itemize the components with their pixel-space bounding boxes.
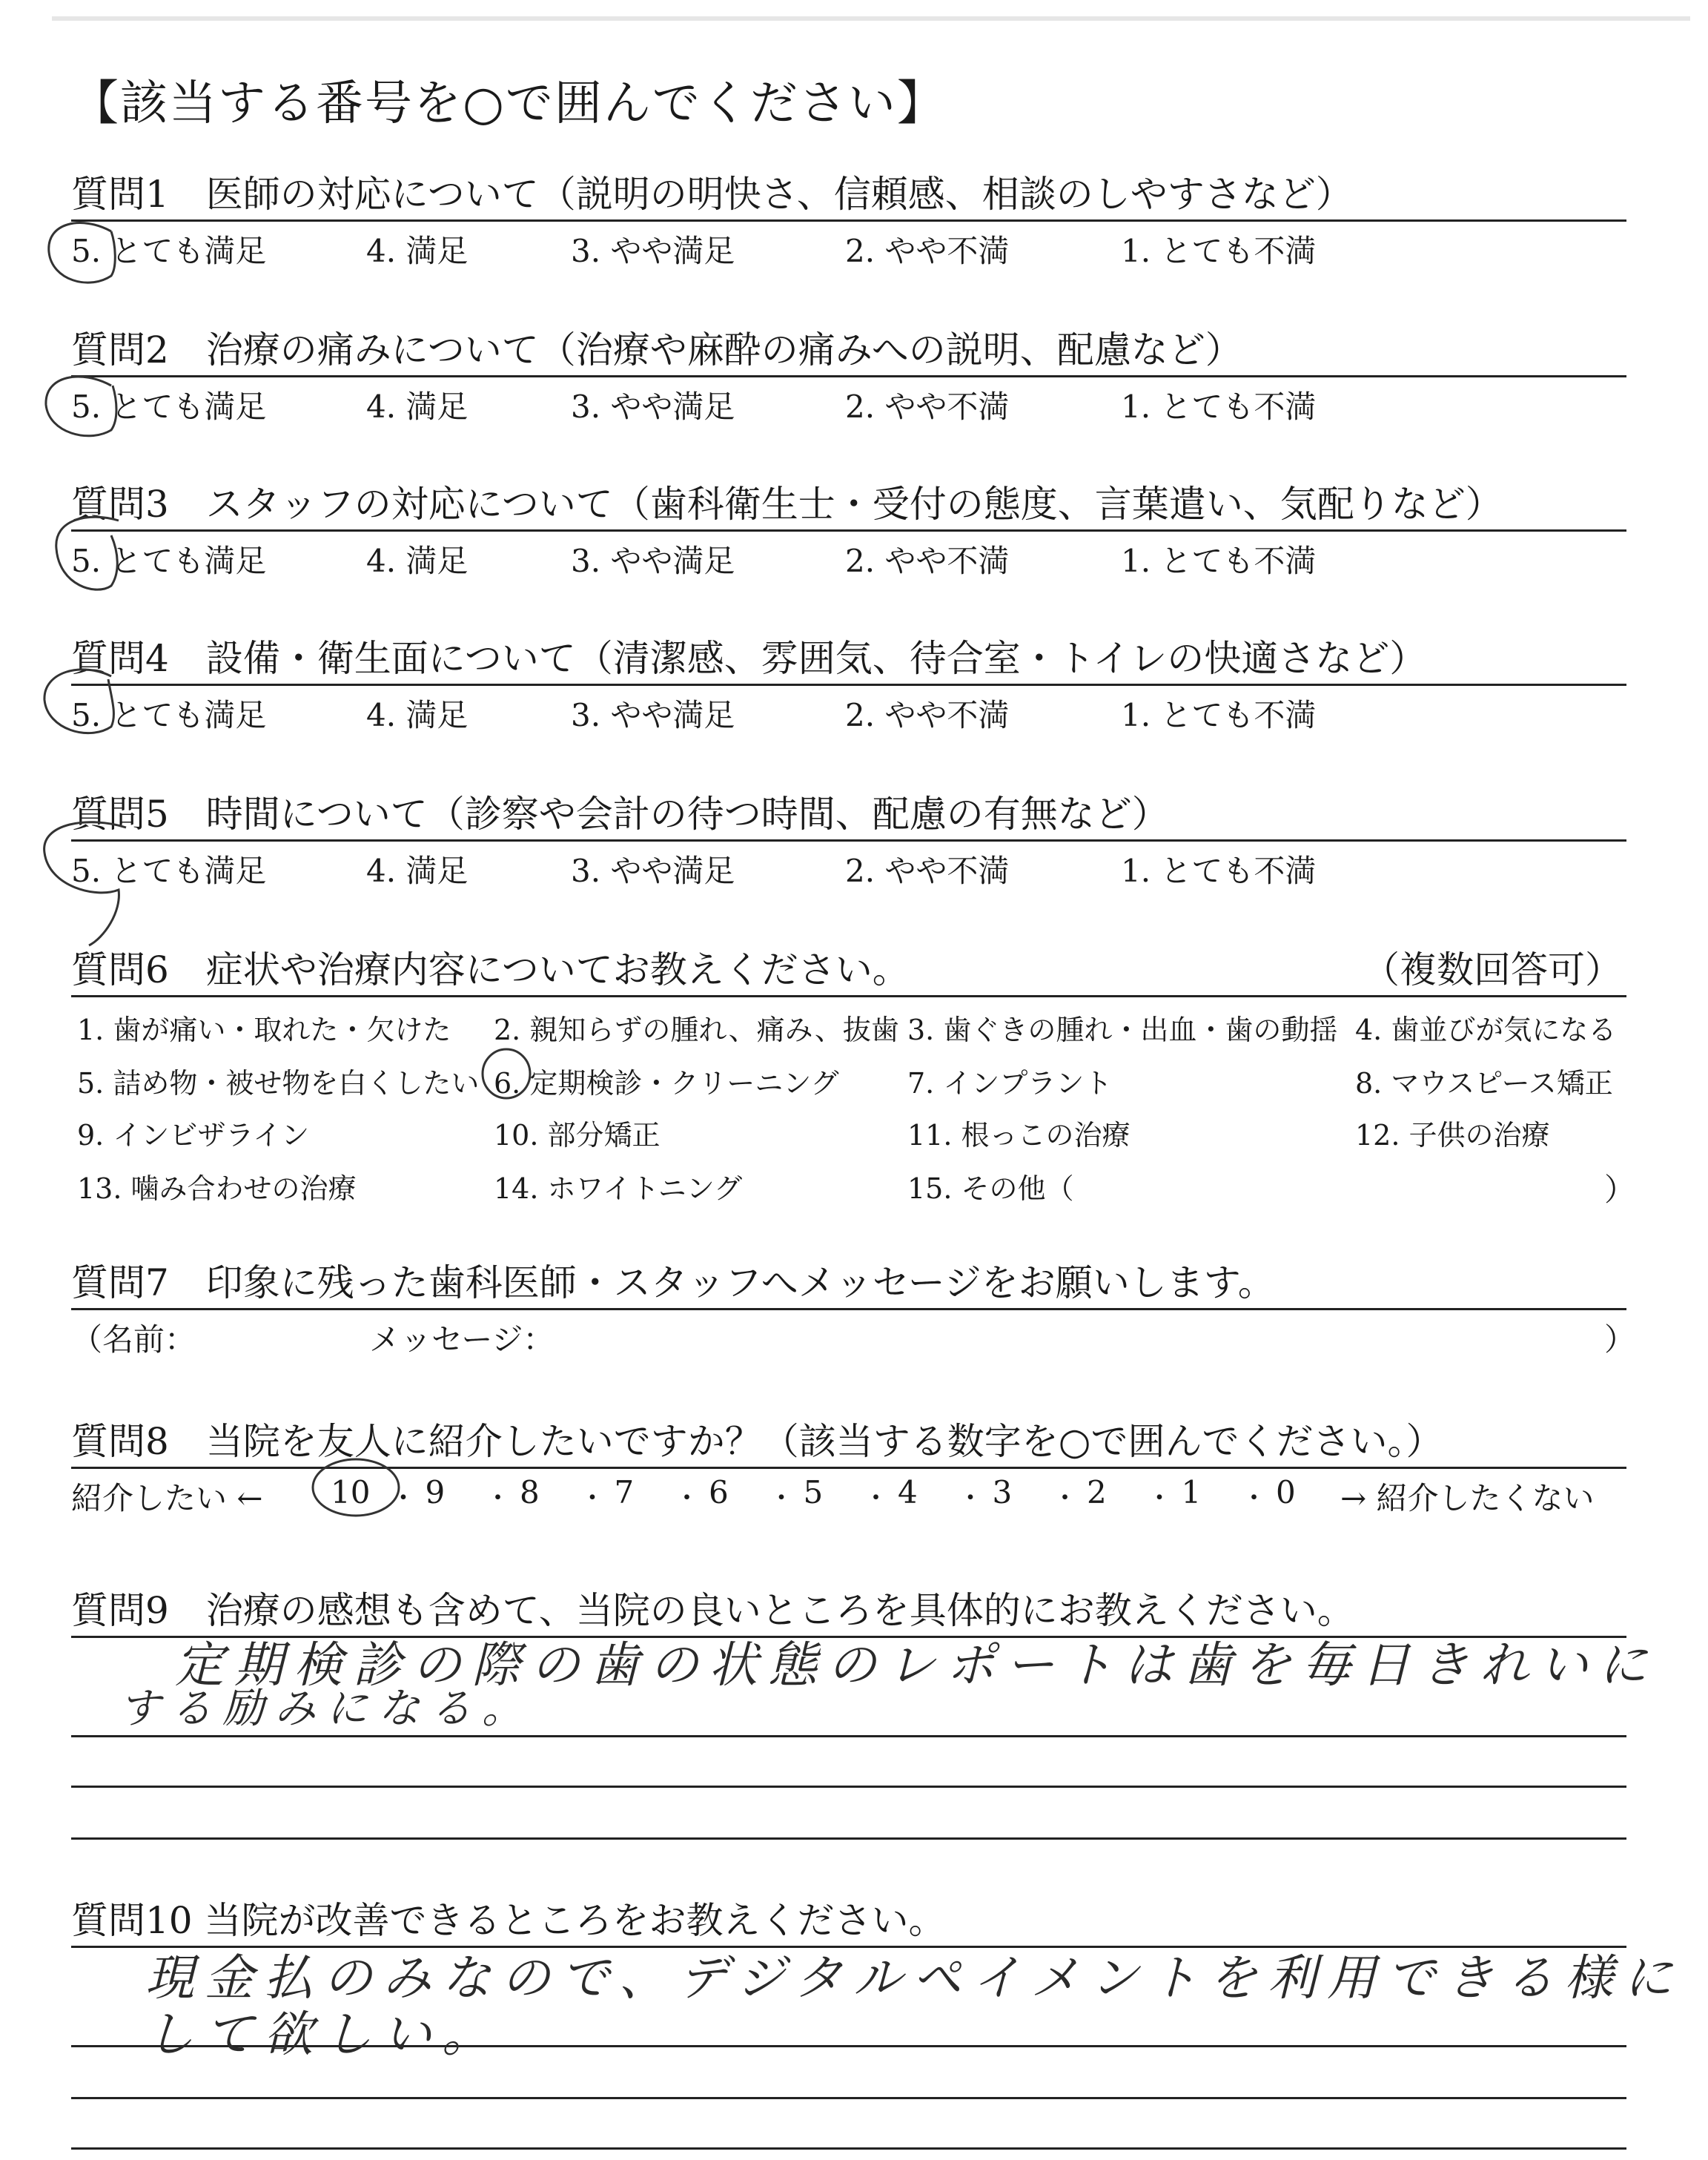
q1-option-2: 2. やや不満 bbox=[845, 233, 1010, 269]
q5-option-1: 1. とても不満 bbox=[1121, 853, 1317, 889]
q9-answer-line-2: する励みになる。 bbox=[119, 1685, 534, 1733]
q8-separator-dot: ・ bbox=[768, 1483, 795, 1513]
q4-option-5: 5. とても満足 bbox=[71, 697, 267, 733]
q8-scale-3: 3 bbox=[992, 1474, 1013, 1510]
q5-option-2: 2. やや不満 bbox=[845, 853, 1010, 889]
q4-option-1: 1. とても不満 bbox=[1121, 697, 1317, 733]
q3-option-2: 2. やや不満 bbox=[845, 543, 1010, 579]
q8-separator-dot: ・ bbox=[390, 1483, 417, 1513]
q8-scale-9: 9 bbox=[425, 1474, 446, 1510]
q8-separator-dot: ・ bbox=[673, 1483, 701, 1513]
q6-other-close: ） bbox=[1604, 1172, 1636, 1208]
q8-scale-4: 4 bbox=[898, 1474, 918, 1510]
q2-title: 質問2 治療の痛みについて（治療や麻酔の痛みへの説明、配慮など） bbox=[71, 328, 1242, 371]
q7-message-label: メッセージ： bbox=[369, 1321, 555, 1358]
q9-answer-line-1: 定期検診の際の歯の状態のレポートは歯を毎日きれいに bbox=[175, 1636, 1658, 1694]
q8-separator-dot: ・ bbox=[1051, 1483, 1079, 1513]
q6-item-6: 6. 定期検診・クリーニング bbox=[494, 1067, 839, 1100]
q6-item-2: 2. 親知らずの腫れ、痛み、抜歯 bbox=[494, 1014, 899, 1046]
q5-option-4: 4. 満足 bbox=[366, 853, 469, 889]
q7-title: 質問7 印象に残った歯科医師・スタッフへメッセージをお願いします。 bbox=[71, 1261, 1275, 1304]
q3-option-1: 1. とても不満 bbox=[1121, 543, 1317, 579]
q1-option-5: 5. とても満足 bbox=[71, 233, 267, 269]
q2-option-3: 3. やや満足 bbox=[571, 389, 735, 425]
q6-item-15: 15. その他（ bbox=[907, 1172, 1074, 1205]
q2-option-5: 5. とても満足 bbox=[71, 389, 267, 425]
q3-circle-mark bbox=[56, 517, 119, 589]
q4-title: 質問4 設備・衛生面について（清潔感、雰囲気、待合室・トイレの快適さなど） bbox=[71, 637, 1427, 680]
q6-item-10: 10. 部分矯正 bbox=[494, 1119, 661, 1152]
q7-close: ） bbox=[1604, 1321, 1636, 1358]
q8-separator-dot: ・ bbox=[862, 1483, 890, 1513]
q9-title: 質問9 治療の感想も含めて、当院の良いところを具体的にお教えください。 bbox=[71, 1589, 1354, 1632]
q4-option-4: 4. 満足 bbox=[366, 697, 469, 733]
q8-separator-dot: ・ bbox=[579, 1483, 606, 1513]
q6-item-8: 8. マウスピース矯正 bbox=[1355, 1067, 1613, 1100]
q6-item-9: 9. インビザライン bbox=[77, 1119, 310, 1152]
q8-scale-8: 8 bbox=[520, 1474, 540, 1510]
q8-separator-dot: ・ bbox=[1240, 1483, 1268, 1513]
q3-option-3: 3. やや満足 bbox=[571, 543, 735, 579]
q6-note: （複数回答可） bbox=[1363, 948, 1622, 991]
q8-scale-0: 0 bbox=[1276, 1474, 1296, 1510]
q3-option-4: 4. 満足 bbox=[366, 543, 469, 579]
q8-separator-dot: ・ bbox=[957, 1483, 984, 1513]
q8-left-label: 紹介したい ← bbox=[71, 1480, 263, 1516]
q7-name-label: （名前： bbox=[71, 1321, 196, 1358]
q6-circle-mark bbox=[483, 1049, 530, 1098]
q1-option-1: 1. とても不満 bbox=[1121, 233, 1317, 269]
q4-option-3: 3. やや満足 bbox=[571, 697, 735, 733]
q1-circle-mark bbox=[49, 223, 116, 283]
q1-option-3: 3. やや満足 bbox=[571, 233, 735, 269]
q8-title: 質問8 当院を友人に紹介したいですか？（該当する数字を○で囲んでください。） bbox=[71, 1420, 1443, 1463]
q6-item-1: 1. 歯が痛い・取れた・欠けた bbox=[77, 1014, 451, 1046]
q8-separator-dot: ・ bbox=[484, 1483, 512, 1513]
q6-item-4: 4. 歯並びが気になる bbox=[1355, 1014, 1617, 1046]
q8-scale-2: 2 bbox=[1087, 1474, 1107, 1510]
q6-item-5: 5. 詰め物・被せ物を白くしたい bbox=[77, 1067, 480, 1100]
q10-answer-line-1: 現金払のみなので、デジタルペイメントを利用できる様に bbox=[145, 1949, 1684, 2007]
q6-item-3: 3. 歯ぐきの腫れ・出血・歯の動揺 bbox=[907, 1014, 1338, 1046]
q5-circle-mark bbox=[44, 822, 126, 945]
q6-item-14: 14. ホワイトニング bbox=[494, 1172, 743, 1205]
q5-title: 質問5 時間について（診察や会計の待つ時間、配慮の有無など） bbox=[71, 793, 1169, 836]
q4-circle-mark bbox=[44, 670, 113, 733]
q2-option-4: 4. 満足 bbox=[366, 389, 469, 425]
q8-scale-7: 7 bbox=[614, 1474, 635, 1510]
q2-option-2: 2. やや不満 bbox=[845, 389, 1010, 425]
q5-option-3: 3. やや満足 bbox=[571, 853, 735, 889]
q6-item-13: 13. 噛み合わせの治療 bbox=[77, 1172, 357, 1205]
q1-option-4: 4. 満足 bbox=[366, 233, 469, 269]
q8-scale-5: 5 bbox=[803, 1474, 824, 1510]
q8-scale-6: 6 bbox=[709, 1474, 729, 1510]
q8-scale-1: 1 bbox=[1181, 1474, 1202, 1510]
q2-circle-mark bbox=[46, 377, 116, 436]
q6-item-12: 12. 子供の治療 bbox=[1355, 1119, 1550, 1152]
q3-title: 質問3 スタッフの対応について（歯科衛生士・受付の態度、言葉遣い、気配りなど） bbox=[71, 483, 1503, 526]
q6-item-11: 11. 根っこの治療 bbox=[907, 1119, 1131, 1152]
q8-circle-mark bbox=[313, 1459, 399, 1516]
q10-title: 質問10 当院が改善できるところをお教えください。 bbox=[71, 1899, 946, 1942]
q2-option-1: 1. とても不満 bbox=[1121, 389, 1317, 425]
q8-separator-dot: ・ bbox=[1146, 1483, 1174, 1513]
form-header: 【該当する番号を○で囲んでください】 bbox=[71, 76, 946, 131]
q1-title: 質問1 医師の対応について（説明の明快さ、信頼感、相談のしやすさなど） bbox=[71, 173, 1353, 216]
q3-option-5: 5. とても満足 bbox=[71, 543, 267, 579]
q4-option-2: 2. やや不満 bbox=[845, 697, 1010, 733]
q6-item-7: 7. インプラント bbox=[907, 1067, 1113, 1100]
q10-answer-line-2: して欲しい。 bbox=[145, 2006, 501, 2063]
q8-scale-10: 10 bbox=[331, 1474, 371, 1510]
q8-right-label: → 紹介したくない bbox=[1340, 1480, 1595, 1516]
q6-title: 質問6 症状や治療内容についてお教えください。 bbox=[71, 948, 910, 991]
q5-option-5: 5. とても満足 bbox=[71, 853, 267, 889]
